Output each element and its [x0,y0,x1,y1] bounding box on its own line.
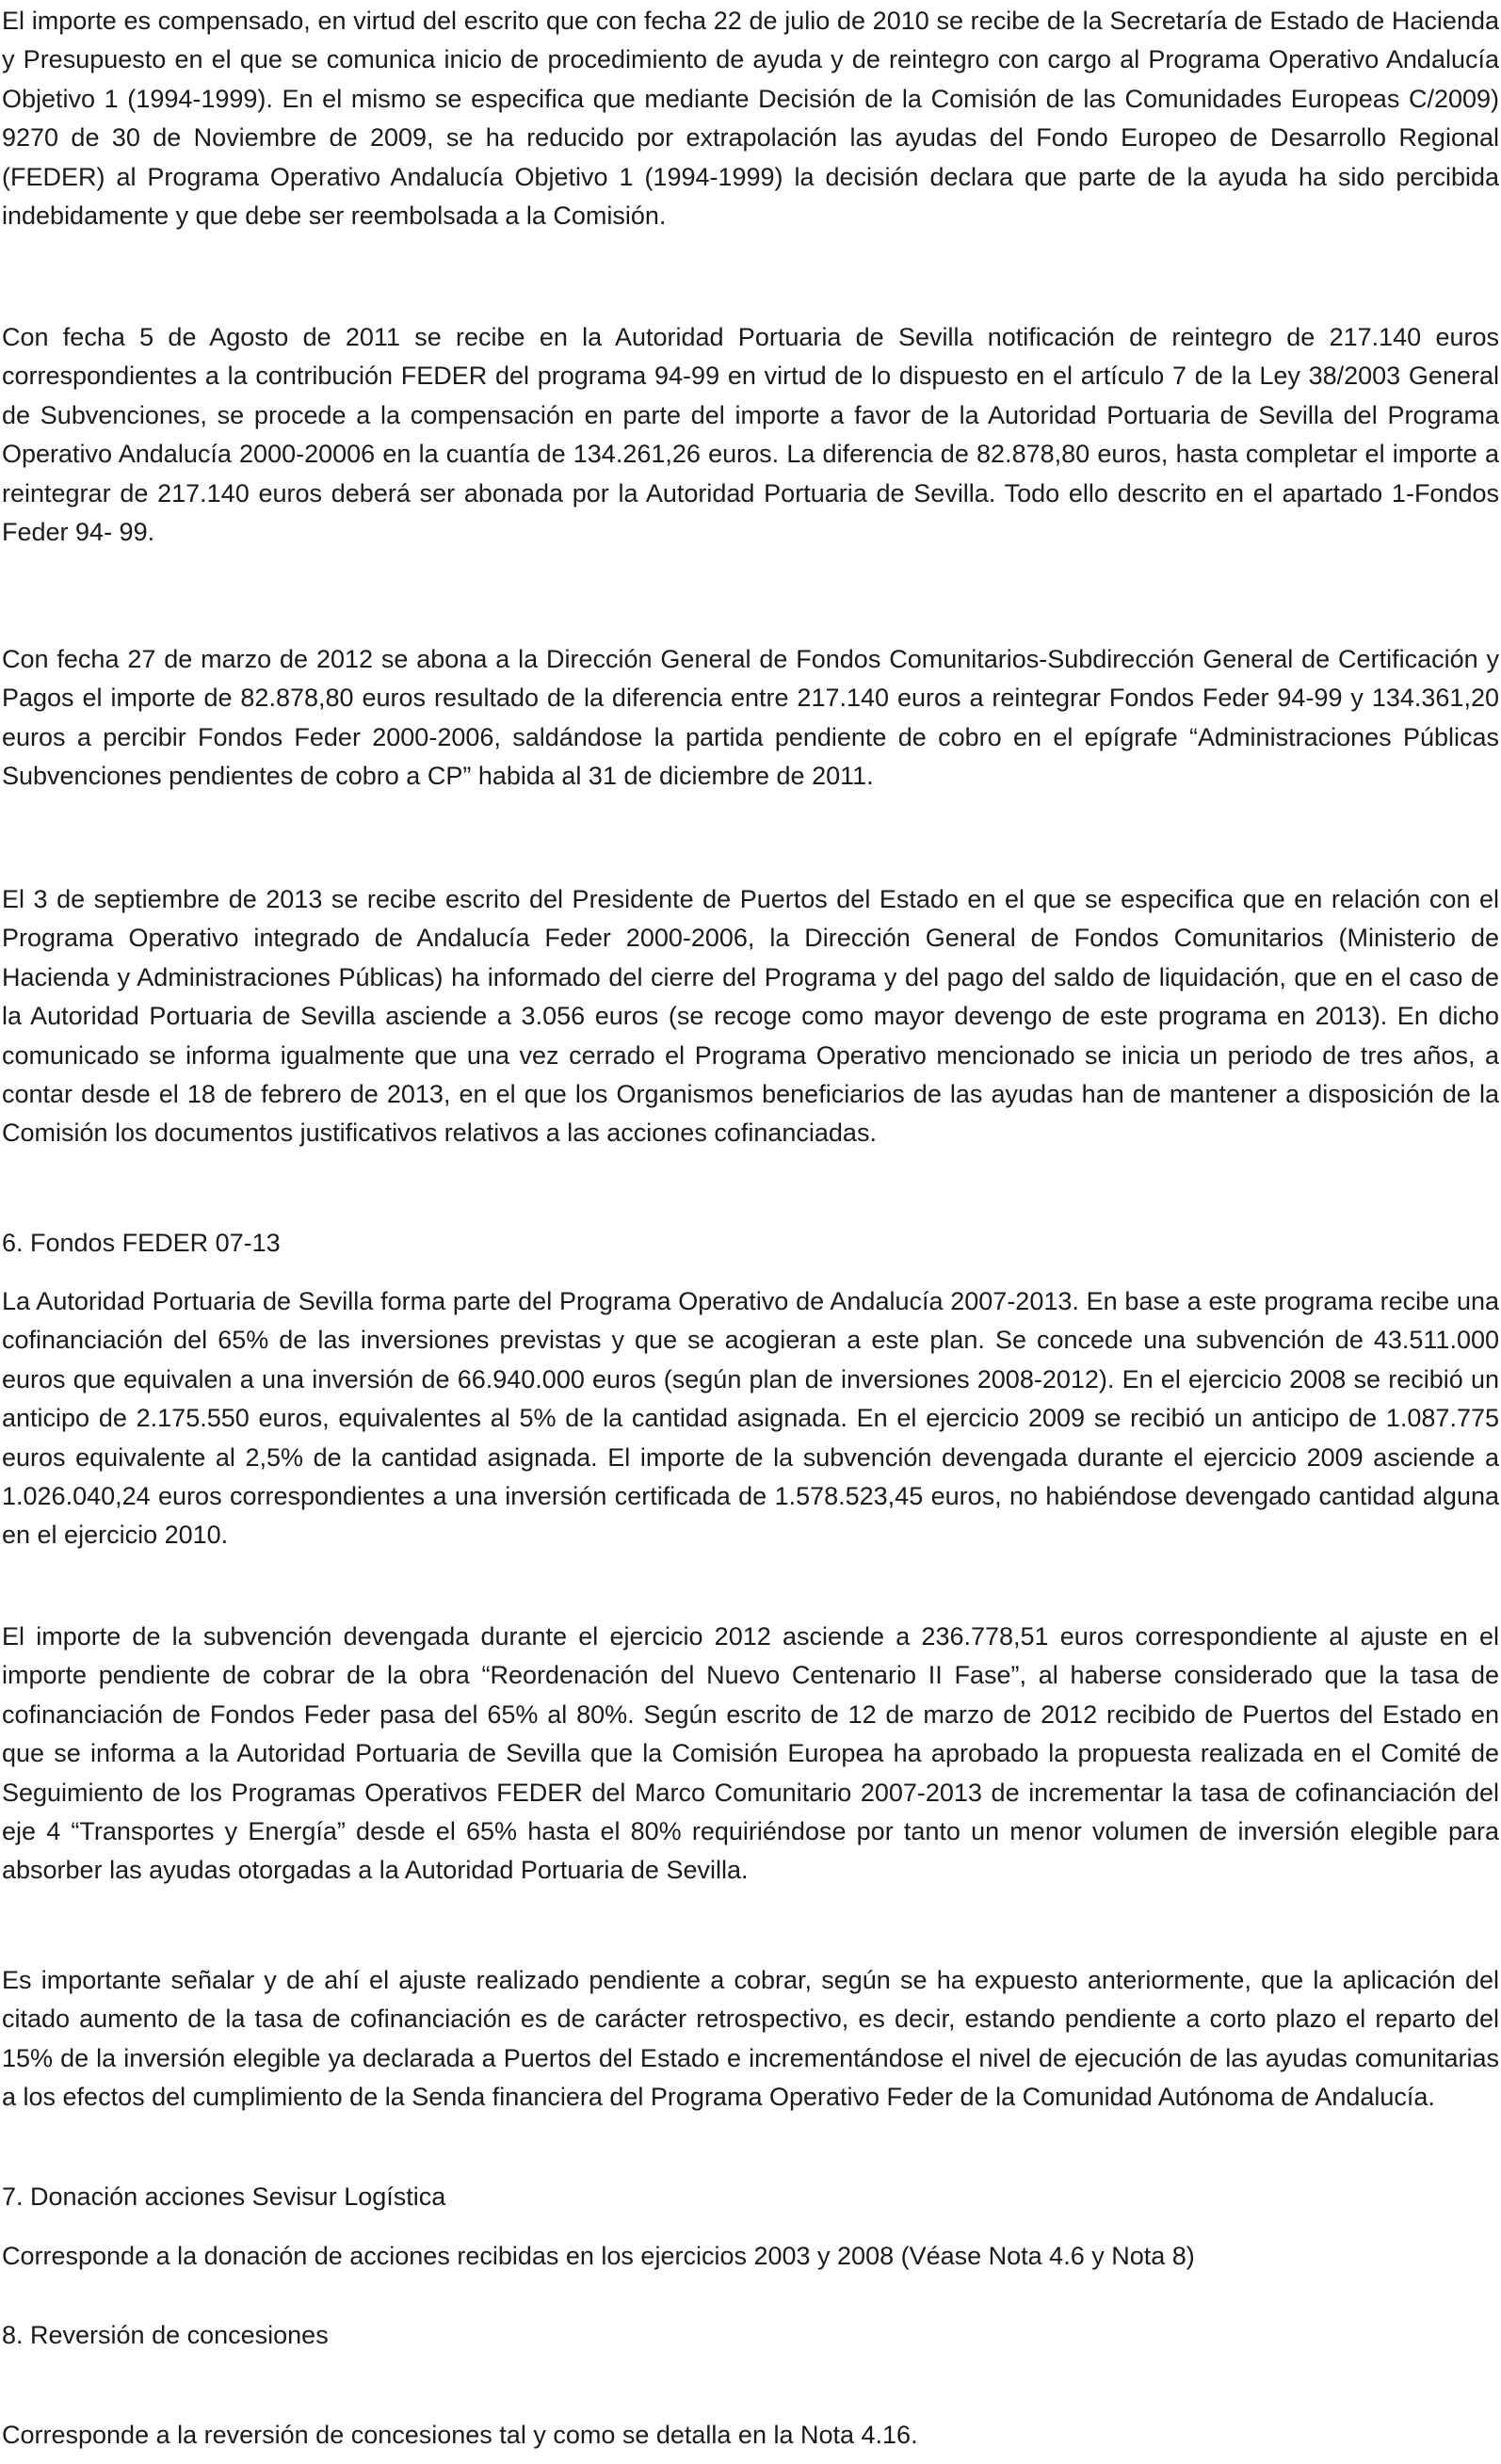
paragraph-donacion-acciones: Corresponde a la donación de acciones recibidas en los ejercicios 2003 y 2008 (Véase Nota 4.6 y Nota 8) [2,2242,1195,2270]
paragraph-cierre-programa: El 3 de septiembre de 2013 se recibe escrito del Presidente de Puertos del Estado en el que se especifica que en relación con el Programa Operativo integrado de Andalucía Feder 2000-2006, la Dirección General de Fondos Comunitarios (Ministerio de Hacienda y Administraciones Públicas) ha informado del cierre del Programa y del pago del saldo de liquidación, que en el caso de la Autoridad Portuaria de Sevilla asciende a 3.056 euros (se recoge como mayor devengo de este programa en 2013). En dicho comunicado se informa igualmente que una vez cerrado el Programa Operativo mencionado se inicia un periodo de tres años, a contar desde el 18 de febrero de 2013, en el que los Organismos beneficiarios de las ayudas han de mantener a disposición de la Comisión los documentos justificativos relativos a las acciones cofinanciadas. [2,885,1499,1148]
heading-donacion-acciones: 7. Donación acciones Sevisur Logística [2,2182,446,2211]
paragraph-reintegro-1994-1999: El importe es compensado, en virtud del escrito que con fecha 22 de julio de 2010 se recibe de la Secretaría de Estado de Hacienda y Presupuesto en el que se comunica inicio de procedimiento de ayuda y de reintegro con cargo al Programa Operativo Andalucía Objetivo 1 (1994-1999). En el mismo se especifica que mediante Decisión de la Comisión de las Comunidades Europeas C/2009) 9270 de 30 de Noviembre de 2009, se ha reducido por extrapolación las ayudas del Fondo Europeo de Desarrollo Regional (FEDER) al Programa Operativo Andalucía Objetivo 1 (1994-1999) la decisión declara que parte de la ayuda ha sido percibida indebidamente y que debe ser reembolsada a la Comisión. [2,7,1499,231]
paragraph-notificacion-reintegro: Con fecha 5 de Agosto de 2011 se recibe en la Autoridad Portuaria de Sevilla notificación de reintegro de 217.140 euros correspondientes a la contribución FEDER del programa 94-99 en virtud de lo dispuesto en el artículo 7 de la Ley 38/2003 General de Subvenciones, se procede a la compensación en parte del importe a favor de la Autoridad Portuaria de Sevilla del Programa Operativo Andalucía 2000-20006 en la cuantía de 134.261,26 euros. La diferencia de 82.878,80 euros, hasta completar el importe a reintegrar de 217.140 euros deberá ser abonada por la Autoridad Portuaria de Sevilla. Todo ello descrito en el apartado 1-Fondos Feder 94- 99. [2,323,1499,547]
heading-reversion-concesiones: 8. Reversión de concesiones [2,2321,329,2349]
paragraph-subvencion-2012: El importe de la subvención devengada durante el ejercicio 2012 asciende a 236.778,51 euros correspondiente al ajuste en el importe pendiente de cobrar de la obra “Reordenación del Nuevo Centenario II Fase”, al haberse considerado que la tasa de cofinanciación de Fondos Feder pasa del 65% al 80%. Según escrito de 12 de marzo de 2012 recibido de Puertos del Estado en que se informa a la Autoridad Portuaria de Sevilla que la Comisión Europea ha aprobado la propuesta realizada en el Comité de Seguimiento de los Programas Operativos FEDER del Marco Comunitario 2007-2013 de incrementar la tasa de cofinanciación del eje 4 “Transportes y Energía” desde el 65% hasta el 80% requiriéndose por tanto un menor volumen de inversión elegible para absorber las ayudas otorgadas a la Autoridad Portuaria de Sevilla. [2,1622,1499,1885]
heading-fondos-feder-07-13: 6. Fondos FEDER 07-13 [2,1229,281,1257]
paragraph-reversion-concesiones: Corresponde a la reversión de concesiones tal y como se detalla en la Nota 4.16. [2,2421,918,2449]
paragraph-abono-diferencia: Con fecha 27 de marzo de 2012 se abona a la Dirección General de Fondos Comunitarios-Subdirección General de Certificación y Pagos el importe de 82.878,80 euros resultado de la diferencia entre 217.140 euros a reintegrar Fondos Feder 94-99 y 134.361,20 euros a percibir Fondos Feder 2000-2006, saldándose la partida pendiente de cobro en el epígrafe “Administraciones Públicas Subvenciones pendientes de cobro a CP” habida al 31 de diciembre de 2011. [2,645,1499,791]
paragraph-ajuste-cofinanciacion: Es importante señalar y de ahí el ajuste realizado pendiente a cobrar, según se ha expuesto anteriormente, que la aplicación del citado aumento de la tasa de cofinanciación es de carácter retrospectivo, es decir, estando pendiente a corto plazo el reparto del 15% de la inversión elegible ya declarada a Puertos del Estado e incrementándose el nivel de ejecución de las ayudas comunitarias a los efectos del cumplimiento de la Senda financiera del Programa Operativo Feder de la Comunidad Autónoma de Andalucía. [2,1966,1499,2112]
paragraph-programa-2007-2013: La Autoridad Portuaria de Sevilla forma parte del Programa Operativo de Andalucía 2007-2013. En base a este programa recibe una cofinanciación del 65% de las inversiones previstas y que se acogieran a este plan. Se concede una subvención de 43.511.000 euros que equivalen a una inversión de 66.940.000 euros (según plan de inversiones 2008-2012). En el ejercicio 2008 se recibió un anticipo de 2.175.550 euros, equivalentes al 5% de la cantidad asignada. En el ejercicio 2009 se recibió un anticipo de 1.087.775 euros equivalente al 2,5% de la cantidad asignada. El importe de la subvención devengada durante el ejercicio 2009 asciende a 1.026.040,24 euros correspondientes a una inversión certificada de 1.578.523,45 euros, no habiéndose devengado cantidad alguna en el ejercicio 2010. [2,1287,1499,1550]
